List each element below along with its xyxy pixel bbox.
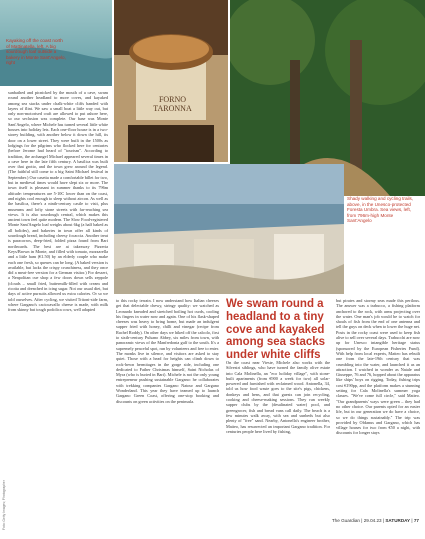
footer-page: 77	[413, 518, 419, 523]
column-1-text: sunbathed and picnicked by the mouth of a cave, swam round another headland to more coves, and kayaked among sea stacks under chalk-white cliffs banded with layers of flint. We saw a small boat a little way out, but only non-motorised craft are allowed to put ashore here, so our seclusion was complete. Our base was Monte Sant'Angelo, where Michele has turned several little white houses into holiday lets. Each one-floor house is in a two-storey building, with another below it down the hill, its door on a lower street. They were built in the 1500s as lodgings for the pilgrims who flocked here for centuries (before Jerome had heard of "tourism". According to tradition, the archangel Michael appeared several times in a cave here in the late fifth century. A basilica was built over that grotto, and the town grew around the legend. (The faithful still come to a big Saint Michael festival in September.) Our casetta made a comfortable billet for two, but in medieval times would have slept six or more. The town itself is pleasant in summer thanks to its 796m altitude: temperatures are 5-10C lower than on the coast, and nights cool enough to sleep without aircon. As well as the basilica, there's a ninth-century castle to visit, plus museums and lofty stone streets with far-reaching sea views. It is also sourdough central, which makes this ancient town feel quite modern. The Slow Food-registered Monte Sant'Angelo loaf weighs about 6kg (a half baked as all bolides), and bakeries in town offer all kinds of sourdough bread, including cheesy focaccia. Another treat is paracorros, deep-fried, folded pizza found from Bari northwards. The best are at takeaway Pizzeria Keys/Brown in Monte, and filled with tomato, mozzarella and a little ham (€1.50) by an elderly couple who make each one fresh, so queues can be long. (A baked version is available, but lacks the crispy crunchiness, and they once did a meat-free version for a German visitor.) For dessert, a Neapolitan cue shop a few doors down sells zeppole (clouds – small fried, buttermilk-filled with cream and ricotta and drenched in icing sugar. Not our usual diet, but days of active pursuits allowed us extra calories. Or so we told ourselves. After cycling, we visited Tritoni-side farm, where Gargano's caciocavallo cheese is made, with milk from skinny but tough podolica cows, well adapted	[8, 90, 108, 313]
column-4-text: but pirates and stormy seas made this perilous. The answer was a trabucco, a fishing platform anchored to the rock, with arms projecting over the water. One man's job would be to watch for shoals of fish from the end of one antenna and tell the guys on deck when to lower the huge net. Posts in the rocky coast were used to keep fish alive to sell over several days. Trabucchi are now up for Unesco intangible heritage status (sponsored by the European Fisheries Fund). With help from local experts, Matteo has rebuilt one from the late-19th century that was crumbling into the water, and launched it as an attraction. I watched in wonder as Natale and Giuseppe, 76 and 76, hopped about the apparatus like ships' boys on rigging. Today, fishing trips cost €190pp, and the platform makes a stunning setting for Cala Molinella's summer yoga classes. "We've come full circle," said Matteo. "Our grandparents' ways were green – they had no other choice. Our parents opted for an easier life, but in our generation we do have a choice, so we do things sustainably." The trip was provided by Ofdanus and Gargano, which has village houses for two from €50 a night, with discounts for longer stays	[336, 298, 420, 436]
seaview-photo	[114, 164, 344, 294]
footer-paper: The Guardian	[331, 518, 360, 523]
footer-section: SATURDAY	[385, 518, 411, 523]
photo-credit: Foto: Getty Images; Photographer	[2, 480, 6, 530]
top-left-caption: Kayaking off the coast north of Mattinatella, left. A big sourdough loaf outside a bakery in Monte Sant'Angelo, right	[6, 38, 66, 66]
column-3-text: On the coast near Vieste, Michele also works with the Silvestri siblings, who have turned the family olive estate into Cala Molinella, an "eco holiday village", with stone-built apartments (from €900 a week for two) all solar-powered and furnished with reclaimed wood. Antonella, 34, told us how food waste goes to the site's pigs, chickens, donkeys and hens, and that guests can join recycling, cooking and cheese-making sessions. They run weekly supper clubs by the (desalinated water) pool, and greengrocer, fish and bread vans call daily. The beach is a few minutes walk away, with sea and sunbeds but also plenty of "free" sand. Nearby, Antonella's engineer brother, Matteo, has resurrected an important Gargano tradition. For centuries people here lived by fishing,	[226, 360, 330, 434]
footer-date: 29.04.23	[363, 518, 382, 523]
page-footer: The Guardian | 29.04.23 | SATURDAY | 77	[331, 518, 419, 523]
column-3	[226, 360, 330, 532]
right-caption: Shady walking and cycling trails, above, in the Unesco-protected Foresta Umbra. Sea views, left, from 796m-high Monte Sant'Angelo	[347, 196, 414, 224]
column-1	[8, 90, 108, 532]
bakery-sign: FORNO TARONNA	[153, 95, 192, 113]
pull-quote-headline: We swam round a headland to a tiny cove and kayaked among sea stacks under white cliffs	[226, 298, 326, 362]
bakery-photo	[114, 0, 228, 162]
column-4	[336, 298, 420, 510]
column-2	[116, 298, 219, 532]
column-2-text: to this rocky terrain. I now understand how Italian cheeses get that delectable chewy, stringy quality: we watched as Leonardo kneaded and stretched boiling hot curds, cooling his fingers in water now and again. One of his flask-shaped cheeses was heavy to bring home, but made an indulgent supper fried with honey, chilli and vinegar (recipe from Rachel Roddy). On other days we hiked off the calcolo, first to sixth-century Pulsano Abbey, six miles from town, with panoramic views of the Manfredonia gulf to the south. It's a supremely peaceful spot, run by volunteers and free to enter. The monks live in silence, and visitors are asked to stay quiet. Those with a head for heights can climb down to rock-hewn hermitages in the gorge side, including one dedicated to Father Christmas himself, Saint Nicholas of Myra (who is buried in Bari). Michele is not the only young entrepreneur pushing sustainable Gargano: he collaborates with trekking companies Gargano Natour and Gargano Wonderland. This year they have teamed up to launch Gargano Green Coast, offering one-stop booking and discounts on green activities on the peninsula.	[116, 298, 219, 404]
